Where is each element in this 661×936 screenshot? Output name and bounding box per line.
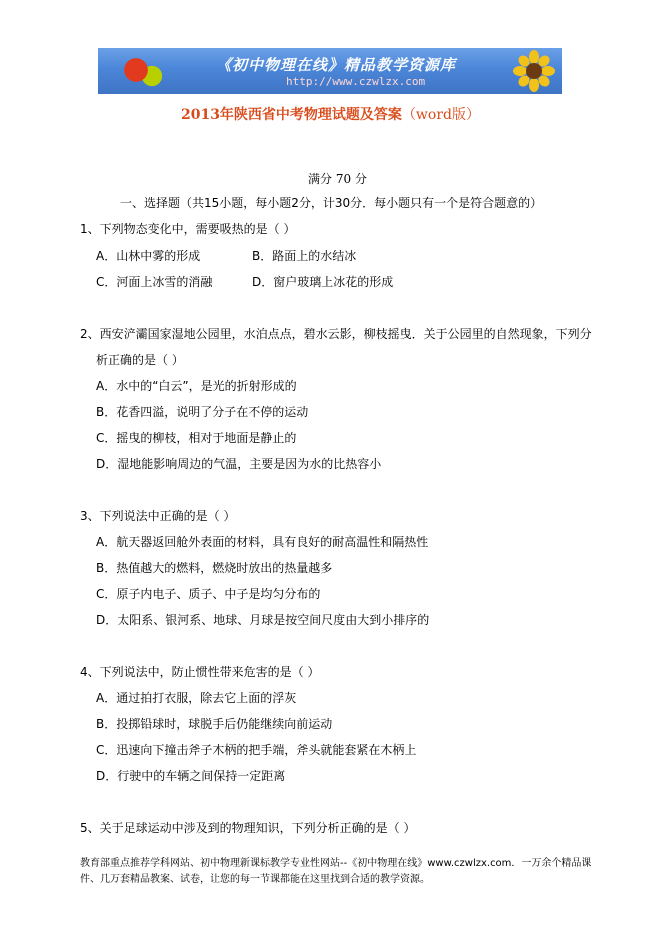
question-stem: 5、关于足球运动中涉及到的物理知识，下列分析正确的是（ ）	[80, 821, 416, 835]
option: B．热值越大的燃料，燃烧时放出的热量越多	[96, 561, 333, 575]
option: C．河面上冰雪的消融	[96, 275, 213, 289]
option: C．迅速向下撞击斧子木柄的把手端，斧头就能套紧在木柄上	[96, 743, 417, 757]
section-heading: 一、选择题（共15小题，每小题2分，计30分．每小题只有一个是符合题意的）	[120, 196, 543, 210]
option: A．通过拍打衣服，除去它上面的浮灰	[96, 691, 297, 705]
question-stem: 3、下列说法中正确的是（ ）	[80, 509, 236, 523]
header-banner	[98, 48, 562, 94]
footer-line: 件、几万套精品教案、试卷，让您的每一节课都能在这里找到合适的教学资源。	[80, 874, 430, 885]
option: B．花香四溢，说明了分子在不停的运动	[96, 405, 309, 419]
option: D．湿地能影响周边的气温，主要是因为水的比热容小	[96, 457, 382, 471]
total-score: 满分 70 分	[308, 172, 367, 186]
sunflower-icon	[512, 50, 556, 92]
option: C．摇曳的柳枝，相对于地面是静止的	[96, 431, 297, 445]
option: D．太阳系、银河系、地球、月球是按空间尺度由大到小排序的	[96, 613, 430, 627]
option: A．航天器返回舱外表面的材料，具有良好的耐高温性和隔热性	[96, 535, 429, 549]
option: C．原子内电子、质子、中子是均匀分布的	[96, 587, 321, 601]
option: A．水中的“白云”，是光的折射形成的	[96, 379, 297, 393]
page-footer	[80, 856, 600, 888]
question-stem-continued: 析正确的是（ ）	[96, 353, 184, 367]
question-stem: 1、下列物态变化中，需要吸热的是（ ）	[80, 222, 296, 236]
question-stem: 2、西安浐灞国家湿地公园里，水泊点点，碧水云影，柳枝摇曳．关于公园里的自然现象，下列分	[80, 327, 592, 341]
site-logo	[124, 58, 164, 88]
banner-title: 《初中物理在线》精品教学资源库	[216, 56, 457, 74]
document-title-main: 2013年陕西省中考物理试题及答案	[180, 107, 402, 123]
option: B．投掷铅球时，球脱手后仍能继续向前运动	[96, 717, 333, 731]
option: A．山林中雾的形成	[96, 249, 201, 263]
footer-line: 教育部重点推荐学科网站、初中物理新课标教学专业性网站--《初中物理在线》www.czwlzx.com．一万余个精品课	[80, 858, 592, 869]
option: D．窗户玻璃上冰花的形成	[252, 275, 394, 289]
document-title-format: （word版）	[401, 107, 481, 123]
document-title	[0, 104, 661, 124]
option: B．路面上的水结冰	[252, 249, 357, 263]
option: D．行驶中的车辆之间保持一定距离	[96, 769, 286, 783]
banner-url[interactable]: http://www.czwlzx.com	[286, 75, 426, 88]
question-stem: 4、下列说法中，防止惯性带来危害的是（ ）	[80, 665, 320, 679]
